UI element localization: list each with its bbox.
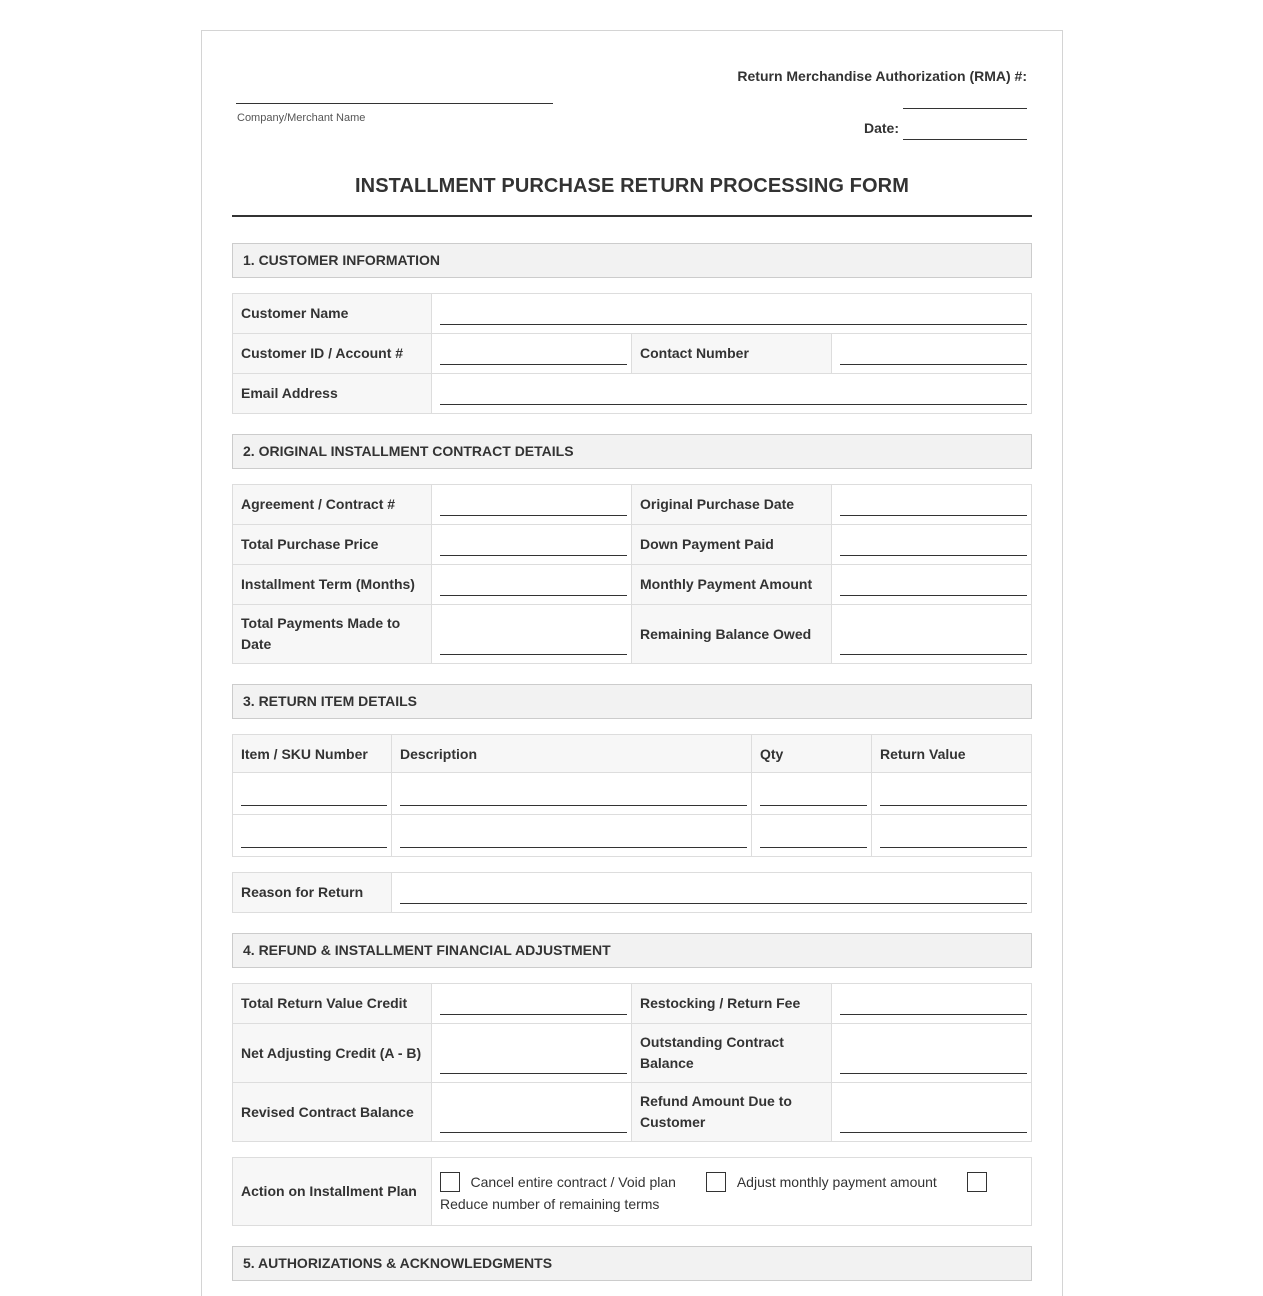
customer-id-field[interactable] xyxy=(432,334,632,374)
net-credit-label: Net Adjusting Credit (A - B) xyxy=(233,1024,432,1083)
adjust-payment-option: Adjust monthly payment amount xyxy=(736,1174,937,1190)
company-name-caption: Company/Merchant Name xyxy=(237,112,366,124)
item-row-2-description[interactable] xyxy=(392,815,752,856)
col-header-description: Description xyxy=(392,735,752,773)
refund-due-field[interactable] xyxy=(832,1083,1031,1141)
col-header-sku: Item / SKU Number xyxy=(233,735,392,773)
item-row-2-sku[interactable] xyxy=(233,815,392,856)
company-name-line[interactable] xyxy=(236,103,553,104)
rma-label: Return Merchandise Authorization (RMA) #: xyxy=(737,68,1027,84)
item-row-1-sku[interactable] xyxy=(233,773,392,815)
installment-action-table xyxy=(232,1157,1032,1226)
adjust-payment-checkbox[interactable] xyxy=(706,1172,726,1192)
net-credit-field[interactable] xyxy=(432,1024,632,1083)
customer-info-table xyxy=(232,293,1032,414)
action-options xyxy=(432,1158,1031,1225)
contract-details-table xyxy=(232,484,1032,664)
item-row-1-return-value[interactable] xyxy=(872,773,1031,815)
outstanding-balance-label: Outstanding Contract Balance xyxy=(632,1024,832,1083)
section-items-heading: 3. RETURN ITEM DETAILS xyxy=(232,684,1032,719)
monthly-payment-label: Monthly Payment Amount xyxy=(632,565,832,605)
remaining-balance-label: Remaining Balance Owed xyxy=(632,605,832,663)
total-price-label: Total Purchase Price xyxy=(233,525,432,565)
customer-name-field[interactable] xyxy=(432,294,1031,334)
section-customer-heading: 1. CUSTOMER INFORMATION xyxy=(232,243,1032,278)
cancel-contract-option: Cancel entire contract / Void plan xyxy=(470,1174,676,1190)
reason-label: Reason for Return xyxy=(233,873,392,912)
date-input-line[interactable] xyxy=(903,139,1027,140)
payments-made-field[interactable] xyxy=(432,605,632,663)
item-row-2-qty[interactable] xyxy=(752,815,872,856)
email-label: Email Address xyxy=(233,374,432,413)
col-header-qty: Qty xyxy=(752,735,872,773)
term-label: Installment Term (Months) xyxy=(233,565,432,605)
action-label: Action on Installment Plan xyxy=(233,1158,432,1225)
cancel-contract-checkbox[interactable] xyxy=(440,1172,460,1192)
total-price-field[interactable] xyxy=(432,525,632,565)
email-field[interactable] xyxy=(432,374,1031,413)
reason-field[interactable] xyxy=(392,873,1031,912)
item-row-1-description[interactable] xyxy=(392,773,752,815)
term-field[interactable] xyxy=(432,565,632,605)
restocking-fee-label: Restocking / Return Fee xyxy=(632,984,832,1024)
revised-balance-label: Revised Contract Balance xyxy=(233,1083,432,1141)
agreement-label: Agreement / Contract # xyxy=(233,485,432,525)
section-refund-heading: 4. REFUND & INSTALLMENT FINANCIAL ADJUSTMENT xyxy=(232,933,1032,968)
contact-number-field[interactable] xyxy=(832,334,1031,374)
return-items-table xyxy=(232,734,1032,857)
revised-balance-field[interactable] xyxy=(432,1083,632,1141)
total-credit-label: Total Return Value Credit xyxy=(233,984,432,1024)
reason-table xyxy=(232,872,1032,913)
customer-id-label: Customer ID / Account # xyxy=(233,334,432,374)
down-payment-label: Down Payment Paid xyxy=(632,525,832,565)
down-payment-field[interactable] xyxy=(832,525,1031,565)
item-row-1-qty[interactable] xyxy=(752,773,872,815)
agreement-field[interactable] xyxy=(432,485,632,525)
total-credit-field[interactable] xyxy=(432,984,632,1024)
restocking-fee-field[interactable] xyxy=(832,984,1031,1024)
date-label: Date: xyxy=(864,120,900,136)
col-header-return-value: Return Value xyxy=(872,735,1031,773)
refund-due-label: Refund Amount Due to Customer xyxy=(632,1083,832,1141)
section-auth-heading: 5. AUTHORIZATIONS & ACKNOWLEDGMENTS xyxy=(232,1246,1032,1281)
rma-input-line[interactable] xyxy=(903,108,1027,109)
title-divider xyxy=(232,215,1032,217)
form-title: INSTALLMENT PURCHASE RETURN PROCESSING FORM xyxy=(355,175,909,197)
customer-name-label: Customer Name xyxy=(233,294,432,334)
payments-made-label: Total Payments Made to Date xyxy=(233,605,432,663)
item-row-2-return-value[interactable] xyxy=(872,815,1031,856)
purchase-date-field[interactable] xyxy=(832,485,1031,525)
section-contract-heading: 2. ORIGINAL INSTALLMENT CONTRACT DETAILS xyxy=(232,434,1032,469)
remaining-balance-field[interactable] xyxy=(832,605,1031,663)
reduce-terms-option: Reduce number of remaining terms xyxy=(440,1196,660,1213)
refund-table xyxy=(232,983,1032,1142)
contact-number-label: Contact Number xyxy=(632,334,832,374)
purchase-date-label: Original Purchase Date xyxy=(632,485,832,525)
outstanding-balance-field[interactable] xyxy=(832,1024,1031,1083)
monthly-payment-field[interactable] xyxy=(832,565,1031,605)
reduce-terms-checkbox[interactable] xyxy=(967,1172,987,1192)
